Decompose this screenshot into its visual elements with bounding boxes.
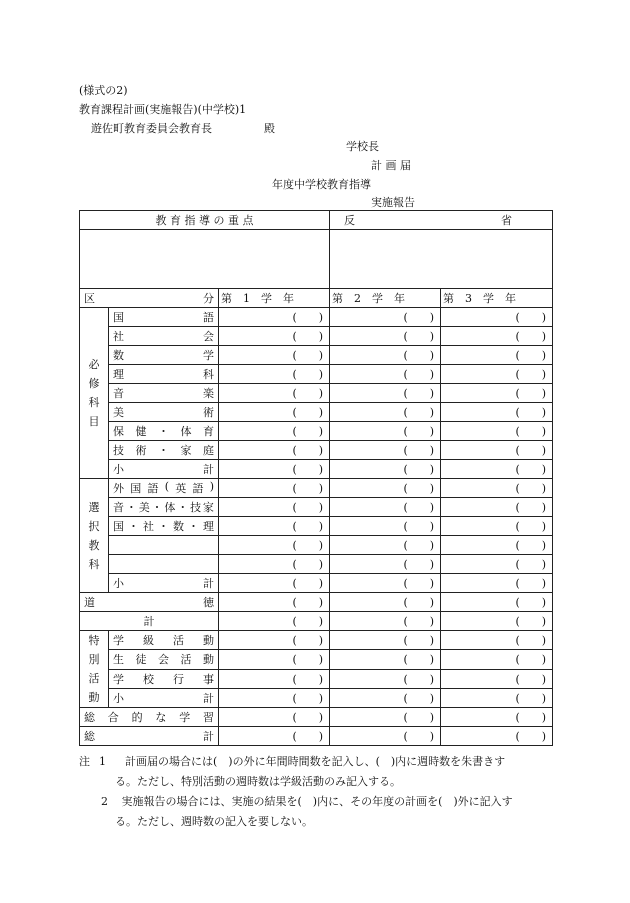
subject-char: 楽 bbox=[203, 387, 214, 400]
table-row bbox=[80, 688, 553, 707]
elective-char: ・ bbox=[188, 520, 199, 533]
table-row bbox=[80, 536, 553, 555]
special-group-label bbox=[80, 631, 109, 708]
hours-cell[interactable]: ( ) bbox=[330, 669, 441, 688]
activity-char: 行 bbox=[173, 672, 184, 686]
document-title: 教育課程計画(実施報告)(中学校)1 bbox=[79, 103, 247, 116]
year3-header: 第 3 学 年 bbox=[441, 289, 553, 308]
subject-char: 会 bbox=[203, 330, 214, 343]
hours-cell[interactable]: ( ) bbox=[441, 631, 553, 650]
subject-char: 理 bbox=[113, 368, 124, 381]
note1-line1: 計画届の場合には( )の外に年間時間数を記入し、( )内に週時数を朱書きす bbox=[125, 755, 506, 768]
subject-label bbox=[109, 403, 219, 422]
note-label: 注 bbox=[79, 755, 90, 768]
required-group-label-char: 目 bbox=[88, 415, 100, 428]
year1-header: 第 1 学 年 bbox=[219, 289, 330, 308]
table-row bbox=[80, 612, 553, 631]
subject-char: 健 bbox=[135, 425, 147, 438]
hours-cell[interactable]: ( ) bbox=[441, 708, 553, 727]
subject-char: 語 bbox=[203, 311, 214, 324]
table-row bbox=[80, 460, 553, 479]
elective-group-label bbox=[80, 479, 109, 593]
subtotal-char: 小 bbox=[113, 577, 124, 590]
subject-char: 美 bbox=[113, 406, 124, 419]
note2-line1: 実施報告の場合には、実施の結果を( )内に、その年度の計画を( )外に記入す bbox=[121, 795, 513, 808]
hours-cell[interactable]: ( ) bbox=[330, 346, 441, 365]
elective-char: 語 bbox=[192, 482, 204, 495]
reflection-header-2: 省 bbox=[501, 214, 513, 227]
hours-cell[interactable]: ( ) bbox=[441, 384, 553, 403]
hours-cell[interactable]: ( ) bbox=[219, 612, 330, 631]
activity-char: 学 bbox=[113, 634, 124, 648]
hours-cell[interactable]: ( ) bbox=[219, 460, 330, 479]
addressee: 遊佐町教育委員会教育長 bbox=[91, 122, 212, 135]
hours-cell[interactable]: ( ) bbox=[441, 669, 553, 688]
hours-cell[interactable]: ( ) bbox=[441, 517, 553, 536]
honorific: 殿 bbox=[264, 122, 275, 135]
table-row bbox=[80, 422, 553, 441]
hours-cell[interactable]: ( ) bbox=[330, 650, 441, 669]
elective-char: ・ bbox=[177, 501, 189, 514]
integrated-char: 習 bbox=[202, 711, 214, 724]
plan-label: 計 画 届 bbox=[371, 159, 411, 172]
curriculum-table bbox=[79, 210, 553, 746]
note1-line2: る。ただし、特別活動の週時数は学級活動のみ記入する。 bbox=[115, 775, 401, 788]
table-row bbox=[80, 574, 553, 593]
hours-cell[interactable]: ( ) bbox=[330, 384, 441, 403]
subject-char: 国 bbox=[113, 311, 124, 324]
subject-label bbox=[109, 422, 219, 441]
subtotal-char: 小 bbox=[113, 691, 124, 705]
subject-label bbox=[109, 346, 219, 365]
hours-cell[interactable]: ( ) bbox=[441, 498, 553, 517]
activity-label bbox=[109, 669, 219, 688]
subject-char: 科 bbox=[203, 368, 214, 381]
subtotal-label bbox=[109, 688, 219, 707]
hours-cell[interactable]: ( ) bbox=[219, 631, 330, 650]
activity-char: 生 bbox=[113, 653, 124, 667]
subject-char: 庭 bbox=[203, 444, 214, 457]
hours-cell[interactable]: ( ) bbox=[441, 479, 553, 498]
subject-char: 保 bbox=[113, 425, 124, 438]
elective-group-label-char: 選 bbox=[88, 500, 100, 514]
table-row bbox=[80, 327, 553, 346]
hours-cell[interactable]: ( ) bbox=[219, 403, 330, 422]
required-group-label bbox=[80, 308, 109, 479]
hours-cell[interactable]: ( ) bbox=[441, 688, 553, 707]
hours-cell[interactable]: ( ) bbox=[441, 441, 553, 460]
table-row bbox=[80, 555, 553, 574]
hours-cell[interactable]: ( ) bbox=[219, 365, 330, 384]
elective-char: 国 bbox=[113, 520, 124, 533]
hours-cell[interactable]: ( ) bbox=[330, 365, 441, 384]
hours-cell[interactable]: ( ) bbox=[330, 517, 441, 536]
subject-label bbox=[109, 441, 219, 460]
table-row bbox=[80, 479, 553, 498]
hours-cell[interactable]: ( ) bbox=[330, 441, 441, 460]
required-group-label-char: 必 bbox=[88, 358, 100, 371]
subject-char: ・ bbox=[158, 425, 169, 438]
elective-char: ・ bbox=[151, 501, 163, 514]
hours-cell[interactable]: ( ) bbox=[441, 365, 553, 384]
subject-char: 術 bbox=[203, 406, 214, 419]
hours-cell[interactable]: ( ) bbox=[219, 498, 330, 517]
hours-cell[interactable]: ( ) bbox=[219, 346, 330, 365]
elective-group-label-char: 科 bbox=[88, 557, 100, 571]
notes bbox=[79, 752, 559, 832]
hours-cell[interactable]: ( ) bbox=[330, 708, 441, 727]
hours-cell[interactable]: ( ) bbox=[441, 422, 553, 441]
integrated-char: 学 bbox=[179, 711, 191, 724]
activity-char: 校 bbox=[143, 672, 154, 686]
hours-cell[interactable]: ( ) bbox=[219, 669, 330, 688]
elective-char: ) bbox=[209, 480, 214, 493]
integrated-label bbox=[80, 708, 219, 727]
hours-cell[interactable]: ( ) bbox=[330, 555, 441, 574]
subject-char: 育 bbox=[203, 425, 214, 438]
activity-char: 動 bbox=[203, 634, 214, 648]
hours-cell[interactable]: ( ) bbox=[330, 727, 441, 746]
elective-group-label-char: 教 bbox=[88, 538, 100, 552]
subject-char: 家 bbox=[180, 444, 192, 457]
hours-cell[interactable]: ( ) bbox=[330, 327, 441, 346]
subject-char: 体 bbox=[180, 425, 192, 438]
table-row bbox=[80, 708, 553, 727]
kubun-label: 区 bbox=[84, 292, 95, 305]
form-number: (様式の2) bbox=[79, 84, 128, 97]
table-row bbox=[80, 308, 553, 327]
activity-char: 学 bbox=[113, 672, 124, 686]
moral-char: 道 bbox=[84, 596, 95, 609]
hours-cell[interactable]: ( ) bbox=[219, 688, 330, 707]
subtotal-char: 計 bbox=[203, 691, 214, 705]
table-row bbox=[80, 498, 553, 517]
elective-char: 技 bbox=[190, 501, 202, 514]
hours-cell[interactable]: ( ) bbox=[330, 612, 441, 631]
table-row bbox=[80, 727, 553, 746]
moral-label bbox=[80, 593, 219, 612]
subject-char: 技 bbox=[113, 444, 124, 457]
hours-cell[interactable]: ( ) bbox=[441, 593, 553, 612]
subject-label bbox=[109, 365, 219, 384]
subject-char: 社 bbox=[113, 330, 124, 343]
elective-char: 美 bbox=[138, 501, 150, 514]
activity-char: 徒 bbox=[135, 653, 147, 667]
hours-cell[interactable]: ( ) bbox=[441, 308, 553, 327]
hours-cell[interactable]: ( ) bbox=[219, 479, 330, 498]
focus-header: 教 育 指 導 の 重 点 bbox=[80, 211, 330, 230]
table-row bbox=[80, 403, 553, 422]
integrated-char: 総 bbox=[84, 711, 95, 724]
elective-char: 国 bbox=[130, 482, 142, 495]
table-row bbox=[80, 384, 553, 403]
subject-char: 数 bbox=[113, 349, 124, 362]
hours-cell[interactable]: ( ) bbox=[219, 422, 330, 441]
hours-cell[interactable]: ( ) bbox=[441, 555, 553, 574]
table-row bbox=[80, 669, 553, 688]
hours-cell[interactable]: ( ) bbox=[219, 555, 330, 574]
hours-cell[interactable]: ( ) bbox=[330, 479, 441, 498]
hours-cell[interactable]: ( ) bbox=[441, 727, 553, 746]
grand-total-char: 総 bbox=[84, 730, 95, 743]
hours-cell[interactable]: ( ) bbox=[219, 308, 330, 327]
year2-header: 第 2 学 年 bbox=[330, 289, 441, 308]
integrated-char: な bbox=[155, 711, 167, 724]
focus-field[interactable] bbox=[80, 230, 330, 289]
subject-char: 術 bbox=[135, 444, 147, 457]
guidance-label: 年度中学校教育指導 bbox=[272, 178, 371, 191]
hours-cell[interactable]: ( ) bbox=[330, 403, 441, 422]
principal-label: 学校長 bbox=[346, 140, 379, 153]
moral-char: 徳 bbox=[203, 596, 214, 609]
hours-cell[interactable]: ( ) bbox=[330, 631, 441, 650]
elective-label[interactable] bbox=[109, 536, 219, 555]
table-row bbox=[80, 631, 553, 650]
bun-label: 分 bbox=[203, 292, 214, 305]
elective-char: ・ bbox=[128, 520, 139, 533]
activity-char: 活 bbox=[180, 653, 192, 667]
elective-char: ・ bbox=[125, 501, 137, 514]
elective-char: ・ bbox=[158, 520, 169, 533]
activity-char: 級 bbox=[143, 634, 154, 648]
integrated-char: 的 bbox=[131, 711, 143, 724]
elective-char: 英 bbox=[175, 482, 187, 495]
subtotal-char: 計 bbox=[203, 577, 214, 590]
hours-cell[interactable]: ( ) bbox=[441, 536, 553, 555]
subject-char: 学 bbox=[203, 349, 214, 362]
hours-cell[interactable]: ( ) bbox=[330, 308, 441, 327]
hours-cell[interactable]: ( ) bbox=[441, 403, 553, 422]
note2-line2: る。ただし、週時数の記入を要しない。 bbox=[115, 815, 313, 828]
activity-label bbox=[109, 631, 219, 650]
hours-cell[interactable]: ( ) bbox=[441, 574, 553, 593]
subject-label bbox=[109, 384, 219, 403]
hours-cell[interactable]: ( ) bbox=[219, 441, 330, 460]
elective-label bbox=[109, 517, 219, 536]
table-row bbox=[80, 517, 553, 536]
elective-label bbox=[109, 498, 219, 517]
elective-char: ( bbox=[164, 480, 169, 493]
special-group-label-char: 別 bbox=[88, 653, 100, 666]
required-group-label-char: 科 bbox=[88, 396, 100, 409]
hours-cell[interactable]: ( ) bbox=[330, 460, 441, 479]
total-label: 計 bbox=[80, 612, 219, 631]
table-row bbox=[80, 441, 553, 460]
hours-cell[interactable]: ( ) bbox=[441, 650, 553, 669]
elective-char: 語 bbox=[147, 482, 159, 495]
hours-cell[interactable]: ( ) bbox=[219, 708, 330, 727]
grand-total-char: 計 bbox=[203, 730, 214, 743]
elective-char: 社 bbox=[143, 520, 154, 533]
required-group-label-char: 修 bbox=[88, 377, 100, 390]
reflection-header-1: 反 bbox=[344, 214, 356, 227]
hours-cell[interactable]: ( ) bbox=[219, 327, 330, 346]
special-group-label-char: 特 bbox=[88, 634, 100, 647]
hours-cell[interactable]: ( ) bbox=[330, 574, 441, 593]
activity-label bbox=[109, 650, 219, 669]
elective-char: 家 bbox=[202, 501, 214, 514]
elective-char: 外 bbox=[113, 482, 124, 495]
subject-label bbox=[109, 327, 219, 346]
table-row bbox=[80, 365, 553, 384]
elective-label bbox=[109, 479, 219, 498]
elective-char: 数 bbox=[173, 520, 184, 533]
special-group-label-char: 動 bbox=[88, 691, 100, 704]
table-row bbox=[80, 593, 553, 612]
integrated-char: 合 bbox=[107, 711, 119, 724]
elective-char: 体 bbox=[164, 501, 176, 514]
elective-char: 音 bbox=[113, 501, 124, 514]
table-row bbox=[80, 650, 553, 669]
hours-cell[interactable]: ( ) bbox=[441, 460, 553, 479]
note1-number: 1 bbox=[99, 755, 106, 768]
subtotal-label bbox=[109, 574, 219, 593]
hours-cell[interactable]: ( ) bbox=[219, 384, 330, 403]
hours-cell[interactable]: ( ) bbox=[219, 536, 330, 555]
table-row bbox=[80, 346, 553, 365]
subject-char: ・ bbox=[158, 444, 169, 457]
hours-cell[interactable]: ( ) bbox=[330, 498, 441, 517]
note2-number: 2 bbox=[101, 795, 108, 808]
subtotal-char: 小 bbox=[113, 463, 124, 476]
hours-cell[interactable]: ( ) bbox=[441, 612, 553, 631]
hours-cell[interactable]: ( ) bbox=[330, 536, 441, 555]
activity-char: 会 bbox=[158, 653, 169, 667]
hours-cell[interactable]: ( ) bbox=[219, 517, 330, 536]
subject-char: 音 bbox=[113, 387, 124, 400]
hours-cell[interactable]: ( ) bbox=[219, 574, 330, 593]
elective-char: 理 bbox=[203, 520, 214, 533]
hours-cell[interactable]: ( ) bbox=[441, 346, 553, 365]
hours-cell[interactable]: ( ) bbox=[441, 327, 553, 346]
hours-cell[interactable]: ( ) bbox=[219, 727, 330, 746]
elective-label[interactable] bbox=[109, 555, 219, 574]
activity-char: 事 bbox=[203, 672, 214, 686]
hours-cell[interactable]: ( ) bbox=[219, 593, 330, 612]
reflection-field[interactable] bbox=[330, 230, 553, 289]
report-label: 実施報告 bbox=[371, 196, 415, 209]
hours-cell[interactable]: ( ) bbox=[330, 593, 441, 612]
subtotal-label bbox=[109, 460, 219, 479]
elective-group-label-char: 択 bbox=[88, 519, 100, 533]
activity-char: 動 bbox=[203, 653, 214, 667]
grand-total-label bbox=[80, 727, 219, 746]
subject-label bbox=[109, 308, 219, 327]
hours-cell[interactable]: ( ) bbox=[219, 650, 330, 669]
activity-char: 活 bbox=[173, 634, 184, 648]
subtotal-char: 計 bbox=[203, 463, 214, 476]
hours-cell[interactable]: ( ) bbox=[330, 422, 441, 441]
special-group-label-char: 活 bbox=[88, 672, 100, 685]
hours-cell[interactable]: ( ) bbox=[330, 688, 441, 707]
